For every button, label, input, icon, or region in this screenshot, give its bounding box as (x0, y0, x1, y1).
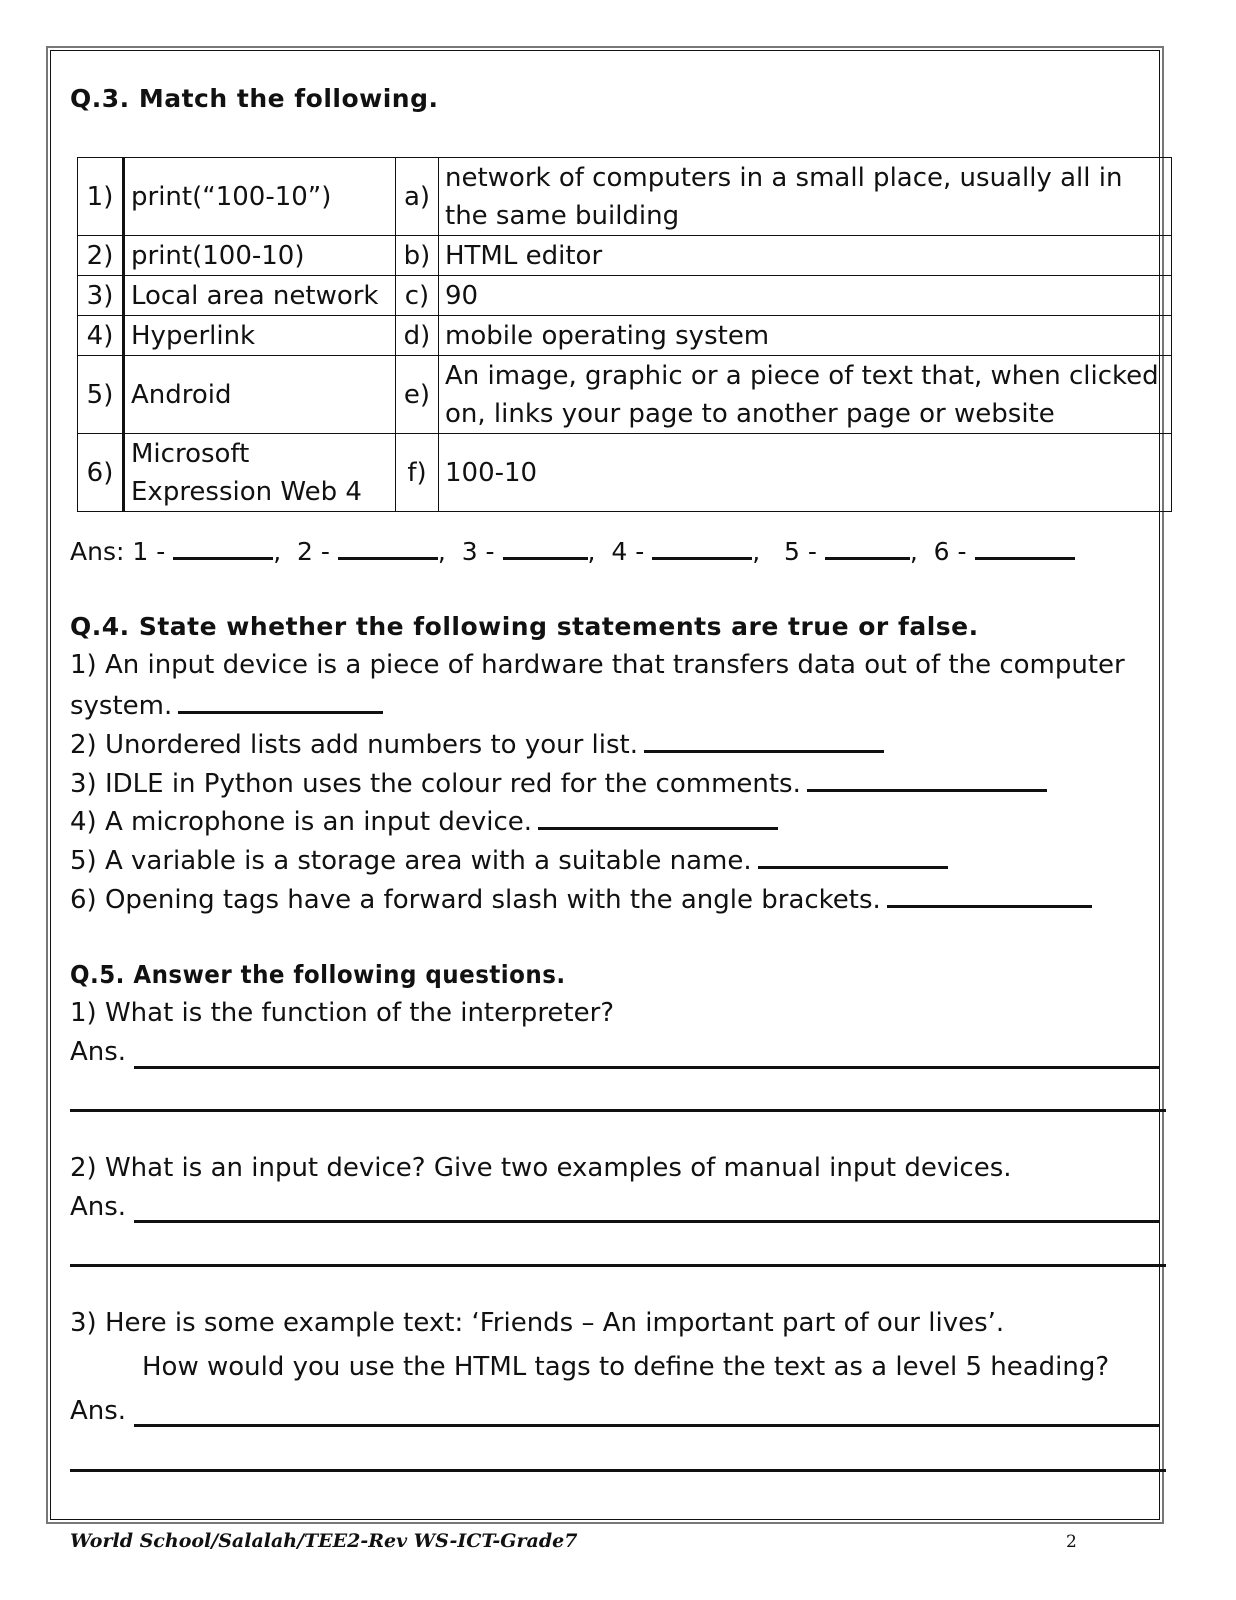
page-number: 2 (1066, 1532, 1077, 1552)
row-description: network of computers in a small place, usually all in the same building (439, 158, 1172, 236)
row-number: 5) (78, 356, 124, 434)
statement-2 (70, 728, 884, 760)
footer-school: World School/Salalah/TEE2-Rev WS-ICT-Grade7 (70, 1530, 578, 1552)
table-row (78, 276, 1172, 316)
statement-text: 2) Unordered lists add numbers to your list. (70, 730, 639, 760)
row-description: An image, graphic or a piece of text that, when clicked on, links your page to another page or website (439, 356, 1172, 434)
answer-line[interactable] (134, 1220, 1160, 1223)
statement-1-text: system. (70, 691, 173, 721)
statement-text: 5) A variable is a storage area with a suitable name. (70, 846, 752, 876)
row-letter: e) (396, 356, 439, 434)
row-letter: f) (396, 434, 439, 512)
question-3-ans-label: Ans. (70, 1396, 127, 1426)
table-row (78, 236, 1172, 276)
table-row (78, 356, 1172, 434)
question-1: 1) What is the function of the interpreter? (70, 998, 615, 1028)
answer-item-3: 3 - (461, 537, 495, 566)
statement-5 (70, 844, 948, 876)
statement-1-cont (70, 689, 383, 721)
row-letter: c) (396, 276, 439, 316)
answer-line[interactable] (70, 1264, 1166, 1267)
statement-3 (70, 767, 1047, 799)
answer-item-1: 1 - (132, 537, 166, 566)
answer-blank[interactable] (178, 689, 383, 714)
row-description: HTML editor (439, 236, 1172, 276)
row-number: 2) (78, 236, 124, 276)
row-number: 3) (78, 276, 124, 316)
answer-blank[interactable] (887, 883, 1092, 908)
answer-blank-2[interactable] (338, 535, 438, 560)
row-item: print(“100-10”) (124, 158, 396, 236)
answer-item-5: 5 - (784, 537, 817, 566)
row-item: Microsoft Expression Web 4 (124, 434, 396, 512)
statement-1: 1) An input device is a piece of hardware that transfers data out of the computer (70, 650, 1125, 680)
answer-blank[interactable] (538, 805, 778, 830)
question-2-ans-label: Ans. (70, 1192, 127, 1222)
answer-blank-5[interactable] (825, 535, 910, 560)
table-row (78, 434, 1172, 512)
statement-text: 6) Opening tags have a forward slash with the angle brackets. (70, 885, 881, 915)
row-description: 90 (439, 276, 1172, 316)
statement-4 (70, 805, 778, 837)
question-2: 2) What is an input device? Give two examples of manual input devices. (70, 1153, 1012, 1183)
answer-item-4: 4 - (611, 537, 645, 566)
q5-title: Q.5. Answer the following questions. (70, 960, 566, 989)
row-letter: b) (396, 236, 439, 276)
answer-line[interactable] (70, 1469, 1166, 1472)
row-number: 6) (78, 434, 124, 512)
answer-blank[interactable] (758, 844, 948, 869)
question-3-cont: How would you use the HTML tags to define the text as a level 5 heading? (142, 1352, 1110, 1382)
row-number: 4) (78, 316, 124, 356)
answer-blank-1[interactable] (173, 535, 273, 560)
answer-line[interactable] (70, 1109, 1166, 1112)
statement-text: 3) IDLE in Python uses the colour red for the comments. (70, 769, 801, 799)
answer-blank-6[interactable] (975, 535, 1075, 560)
statement-6 (70, 883, 1092, 915)
answer-blank[interactable] (807, 767, 1047, 792)
q3-title: Q.3. Match the following. (70, 84, 439, 113)
row-description: 100-10 (439, 434, 1172, 512)
answer-label: Ans: (70, 537, 125, 566)
q3-answer-row: Ans: 1 - , 2 - , 3 - , 4 - , 5 - , 6 - (70, 535, 1075, 566)
statement-text: 4) A microphone is an input device. (70, 807, 533, 837)
row-number: 1) (78, 158, 124, 236)
answer-item-6: 6 - (933, 537, 967, 566)
row-item: Hyperlink (124, 316, 396, 356)
question-3: 3) Here is some example text: ‘Friends – An important part of our lives’. (70, 1308, 1005, 1338)
answer-line[interactable] (134, 1066, 1160, 1069)
answer-item-2: 2 - (297, 537, 330, 566)
question-1-ans-label: Ans. (70, 1037, 127, 1067)
row-letter: a) (396, 158, 439, 236)
answer-line[interactable] (134, 1424, 1160, 1427)
table-row (78, 316, 1172, 356)
row-item: print(100-10) (124, 236, 396, 276)
match-table (77, 157, 1172, 512)
row-item: Local area network (124, 276, 396, 316)
answer-blank[interactable] (644, 728, 884, 753)
answer-blank-4[interactable] (652, 535, 752, 560)
row-item: Android (124, 356, 396, 434)
table-row (78, 158, 1172, 236)
row-letter: d) (396, 316, 439, 356)
row-description: mobile operating system (439, 316, 1172, 356)
q4-title: Q.4. State whether the following statements are true or false. (70, 612, 979, 641)
answer-blank-3[interactable] (503, 535, 588, 560)
